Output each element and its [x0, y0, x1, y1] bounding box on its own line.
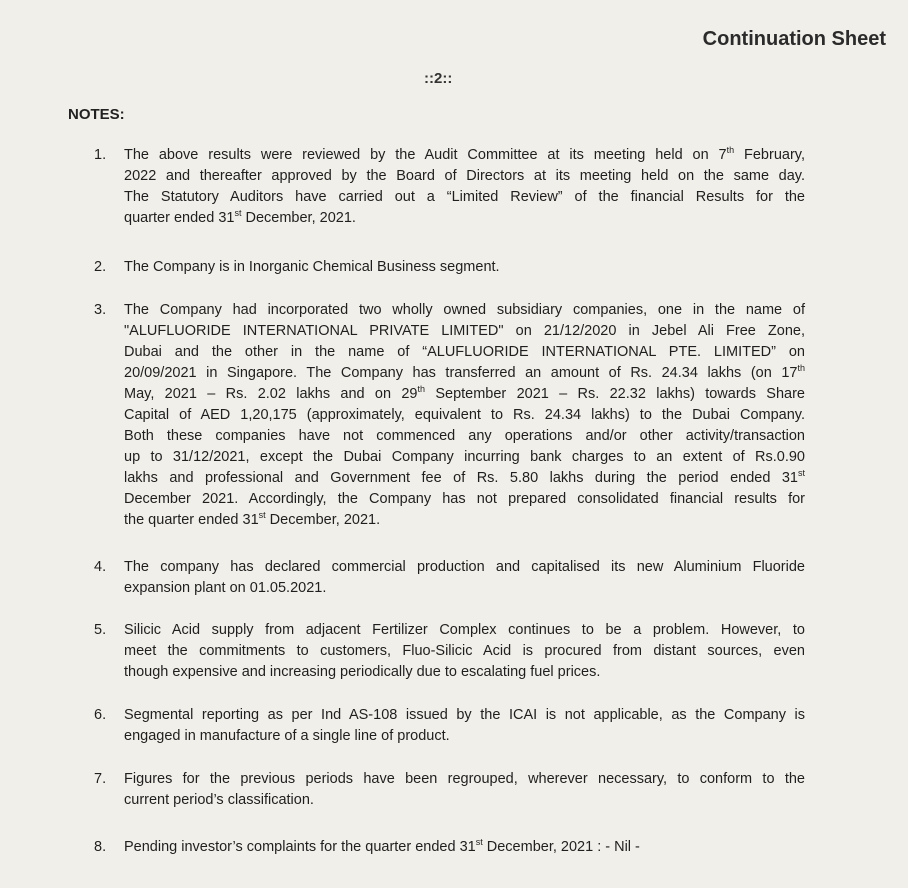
- note-line: [124, 468, 805, 489]
- note-text: [124, 557, 805, 599]
- line-text: September 2021 – Rs. 22.32 lakhs) towards Share: [425, 386, 805, 402]
- line-text: Capital of AED 1,20,175 (approximately, equivalent to Rs. 24.34 lakhs) to the Dubai Company.: [124, 407, 805, 423]
- line-text: Both these companies have not commenced any operations and/or other activity/transaction: [124, 428, 805, 444]
- line-text: Segmental reporting as per Ind AS-108 issued by the ICAI is not applicable, as the Company is: [124, 707, 805, 723]
- note-text: [124, 620, 805, 683]
- line-text: meet the commitments to customers, Fluo-Silicic Acid is procured from distant sources, even: [124, 643, 805, 659]
- note-text: [124, 145, 805, 229]
- note-line: [124, 166, 805, 187]
- note-line: [124, 426, 805, 447]
- line-text: expansion plant on 01.05.2021.: [124, 580, 327, 596]
- line-text: Silicic Acid supply from adjacent Fertilizer Complex continues to be a problem. However, to: [124, 622, 805, 638]
- note-line: [124, 145, 805, 166]
- ordinal-suffix: th: [797, 363, 805, 374]
- line-text: engaged in manufacture of a single line of product.: [124, 728, 450, 744]
- note-number: 3.: [94, 302, 107, 318]
- continuation-sheet-title: Continuation Sheet: [702, 28, 886, 50]
- note-number: 4.: [94, 559, 107, 575]
- line-text: The Company is in Inorganic Chemical Business segment.: [124, 259, 500, 275]
- line-text: "ALUFLUORIDE INTERNATIONAL PRIVATE LIMITED" on 21/12/2020 in Jebel Ali Free Zone,: [124, 323, 805, 339]
- line-text: Figures for the previous periods have been regrouped, wherever necessary, to conform to the: [124, 771, 805, 787]
- note-line: [124, 489, 805, 510]
- ordinal-suffix: th: [726, 145, 735, 156]
- note-line: [124, 578, 805, 599]
- line-text: December, 2021.: [265, 512, 381, 528]
- note-text: [124, 300, 805, 531]
- note-line: [124, 510, 805, 531]
- note-text: [124, 769, 805, 811]
- note-number: 7.: [94, 771, 107, 787]
- note-line: [124, 769, 805, 790]
- note-line: [124, 300, 805, 321]
- line-text: May, 2021 – Rs. 2.02 lakhs and on 29: [124, 386, 418, 402]
- line-text: the quarter ended 31: [124, 512, 259, 528]
- line-text: 20/09/2021 in Singapore. The Company has transferred an amount of Rs. 24.34 lakhs (on 17: [124, 365, 798, 381]
- line-text: 2022 and thereafter approved by the Board of Directors at its meeting held on the same day.: [124, 168, 805, 184]
- note-line: [124, 208, 805, 229]
- note-text: [124, 837, 805, 858]
- note-line: [124, 447, 805, 468]
- note-line: [124, 662, 805, 683]
- line-text: The Statutory Auditors have carried out a “Limited Review” of the financial Results for the: [124, 189, 805, 205]
- ordinal-suffix: th: [417, 384, 426, 395]
- line-text: December 2021. Accordingly, the Company has not prepared consolidated financial results for: [124, 491, 805, 507]
- line-text: current period’s classification.: [124, 792, 314, 808]
- line-text: up to 31/12/2021, except the Dubai Company incurring bank charges to an extent of Rs.0.90: [124, 449, 805, 465]
- note-number: 8.: [94, 839, 107, 855]
- note-text: [124, 705, 805, 747]
- note-line: [124, 187, 805, 208]
- note-line: [124, 705, 805, 726]
- line-text: Dubai and the other in the name of “ALUFLUORIDE INTERNATIONAL PTE. LIMITED” on: [124, 344, 805, 360]
- note-line: [124, 641, 805, 662]
- ordinal-suffix: st: [797, 468, 805, 479]
- note-line: [124, 726, 805, 747]
- note-number: 6.: [94, 707, 107, 723]
- note-number: 1.: [94, 147, 107, 163]
- note-line: [124, 257, 805, 278]
- line-text: quarter ended 31: [124, 210, 235, 226]
- ordinal-suffix: st: [258, 510, 266, 521]
- page-marker: ::2::: [424, 70, 453, 87]
- note-number: 5.: [94, 622, 107, 638]
- note-line: [124, 405, 805, 426]
- line-text: The above results were reviewed by the Audit Committee at its meeting held on 7: [124, 147, 727, 163]
- line-text: December, 2021 : - Nil -: [482, 839, 640, 855]
- note-line: [124, 557, 805, 578]
- note-line: [124, 790, 805, 811]
- line-text: December, 2021.: [241, 210, 356, 226]
- note-text: [124, 257, 805, 278]
- ordinal-suffix: st: [475, 837, 483, 848]
- line-text: The Company had incorporated two wholly owned subsidiary companies, one in the name of: [124, 302, 805, 318]
- note-line: [124, 620, 805, 641]
- note-number: 2.: [94, 259, 107, 275]
- line-text: though expensive and increasing periodically due to escalating fuel prices.: [124, 664, 601, 680]
- note-line: [124, 384, 805, 405]
- line-text: The company has declared commercial production and capitalised its new Aluminium Fluoride: [124, 559, 805, 575]
- note-line: [124, 363, 805, 384]
- line-text: lakhs and professional and Government fee of Rs. 5.80 lakhs during the period ended 31: [124, 470, 798, 486]
- note-line: [124, 837, 805, 858]
- note-line: [124, 342, 805, 363]
- line-text: February,: [734, 147, 805, 163]
- note-line: [124, 321, 805, 342]
- ordinal-suffix: st: [234, 208, 242, 219]
- notes-heading: NOTES:: [68, 106, 125, 123]
- line-text: Pending investor’s complaints for the quarter ended 31: [124, 839, 476, 855]
